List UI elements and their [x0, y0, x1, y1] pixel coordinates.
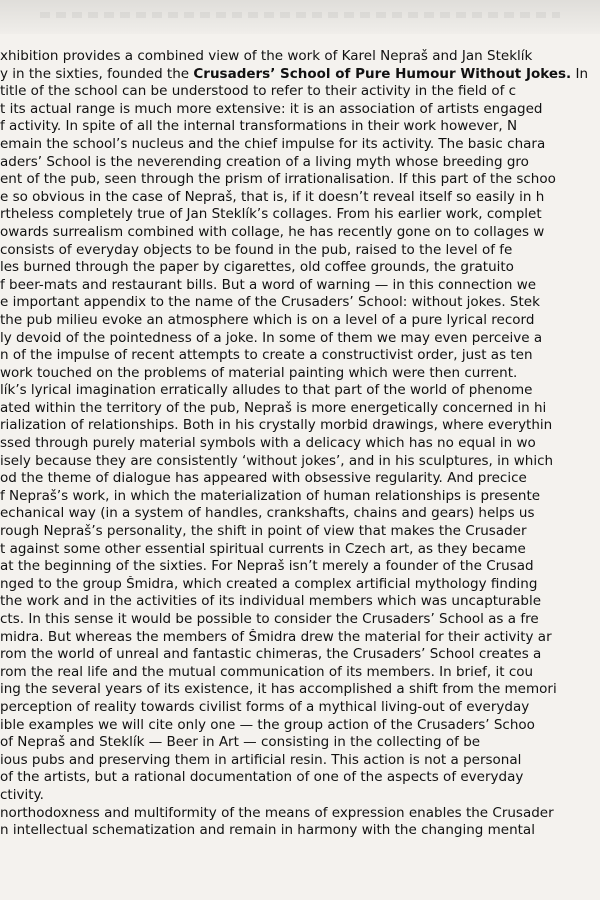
- text-line: consists of everyday objects to be found in the pub, raised to the level of fe: [0, 241, 513, 258]
- text-line: f Nepraš’s work, in which the materialization of human relationships is presente: [0, 487, 541, 504]
- text-line: ent of the pub, seen through the prism of irrationalisation. If this part of the schoo: [0, 171, 556, 188]
- text-line: the work and in the activities of its individual members which was uncapturable: [0, 593, 542, 610]
- text-line: echanical way (in a system of handles, crankshafts, chains and gears) helps us: [0, 505, 535, 522]
- text-line: n intellectual schematization and remain in harmony with the changing mental: [0, 822, 535, 839]
- text-line: rtheless completely true of Jan Steklík’s collages. From his earlier work, complet: [0, 206, 542, 223]
- text-line: f activity. In spite of all the internal transformations in their work however, N: [0, 118, 518, 135]
- text-line: rom the real life and the mutual communication of its members. In brief, it cou: [0, 663, 534, 680]
- text-line: the pub milieu evoke an atmosphere which is on a level of a pure lyrical record: [0, 311, 535, 328]
- text-line: nged to the group Šmidra, which created a complex artificial mythology finding: [0, 575, 538, 592]
- text-line: of Nepraš and Steklík — Beer in Art — consisting in the collecting of be: [0, 734, 481, 751]
- text-line: isely because they are consistently ‘without jokes’, and in his sculptures, in which: [0, 452, 554, 469]
- text-line: aders’ School is the neverending creation of a living myth whose breeding gro: [0, 153, 529, 170]
- text-line: ly devoid of the pointedness of a joke. In some of them we may even perceive a: [0, 329, 543, 346]
- text-line: ious pubs and preserving them in artificial resin. This action is not a personal: [0, 751, 522, 768]
- text-line: les burned through the paper by cigarettes, old coffee grounds, the gratuito: [0, 259, 514, 276]
- text-line: lík’s lyrical imagination erratically alludes to that part of the world of phenome: [0, 382, 533, 399]
- text-line: rialization of relationships. Both in his crystally morbid drawings, where everythin: [0, 417, 553, 434]
- text-line: owards surrealism combined with collage, he has recently gone on to collages w: [0, 223, 545, 240]
- paragraph-2: [0, 382, 600, 804]
- text-line: perception of reality towards civilist forms of a mythical living-out of everyday: [0, 698, 530, 715]
- body-text: [0, 48, 600, 840]
- text-fragment: y in the sixties, founded the: [0, 65, 194, 82]
- text-line: work touched on the problems of material painting which were then current.: [0, 364, 518, 381]
- text-line: ctivity.: [0, 786, 44, 803]
- text-line: ing the several years of its existence, it has accomplished a shift from the memori: [0, 681, 557, 698]
- school-name-bold: Crusaders’ School of Pure Humour Without Jokes.: [193, 65, 572, 82]
- text-line: rom the world of unreal and fantastic chimeras, the Crusaders’ School creates a: [0, 646, 542, 663]
- text-line: title of the school can be understood to refer to their activity in the field of c: [0, 83, 517, 100]
- text-line: of the artists, but a rational documentation of one of the aspects of everyday: [0, 769, 524, 786]
- text-line: e so obvious in the case of Nepraš, that is, if it doesn’t reveal itself so easily in h: [0, 188, 545, 205]
- text-line: cts. In this sense it would be possible to consider the Crusaders’ School as a fre: [0, 611, 539, 627]
- paragraph-3: [0, 805, 600, 840]
- text-fragment: In: [571, 65, 589, 82]
- top-bleed-through: [0, 0, 600, 34]
- text-line: at the beginning of the sixties. For Nepraš isn’t merely a founder of the Crusad: [0, 558, 534, 575]
- text-line: ated within the territory of the pub, Nepraš is more energetically concerned in hi: [0, 399, 547, 416]
- text-line-with-bold-title: [0, 66, 600, 84]
- text-line: t against some other essential spiritual currents in Czech art, as they became: [0, 540, 526, 557]
- text-line: rough Nepraš’s personality, the shift in point of view that makes the Crusader: [0, 523, 527, 540]
- text-line: f beer-mats and restaurant bills. But a word of warning — in this connection we: [0, 276, 537, 293]
- text-line: emain the school’s nucleus and the chief impulse for its activity. The basic chara: [0, 135, 546, 152]
- paragraph-1: [0, 48, 600, 382]
- text-line: ible examples we will cite only one — the group action of the Crusaders’ Schoo: [0, 716, 535, 733]
- bleed-through-text-shadow: [40, 12, 560, 18]
- text-line: t its actual range is much more extensive: it is an association of artists engaged: [0, 100, 543, 117]
- text-line: e important appendix to the name of the Crusaders’ School: without jokes. Stek: [0, 294, 540, 311]
- text-line: xhibition provides a combined view of the work of Karel Nepraš and Jan Steklík: [0, 48, 533, 64]
- text-line: midra. But whereas the members of Šmidra drew the material for their activity ar: [0, 628, 552, 645]
- text-line: northodoxness and multiformity of the means of expression enables the Crusader: [0, 804, 554, 821]
- text-line: od the theme of dialogue has appeared with obsessive regularity. And precice: [0, 470, 527, 487]
- text-line: n of the impulse of recent attempts to create a constructivist order, just as ten: [0, 347, 533, 364]
- text-line: ssed through purely material symbols with a delicacy which has no equal in wo: [0, 435, 536, 452]
